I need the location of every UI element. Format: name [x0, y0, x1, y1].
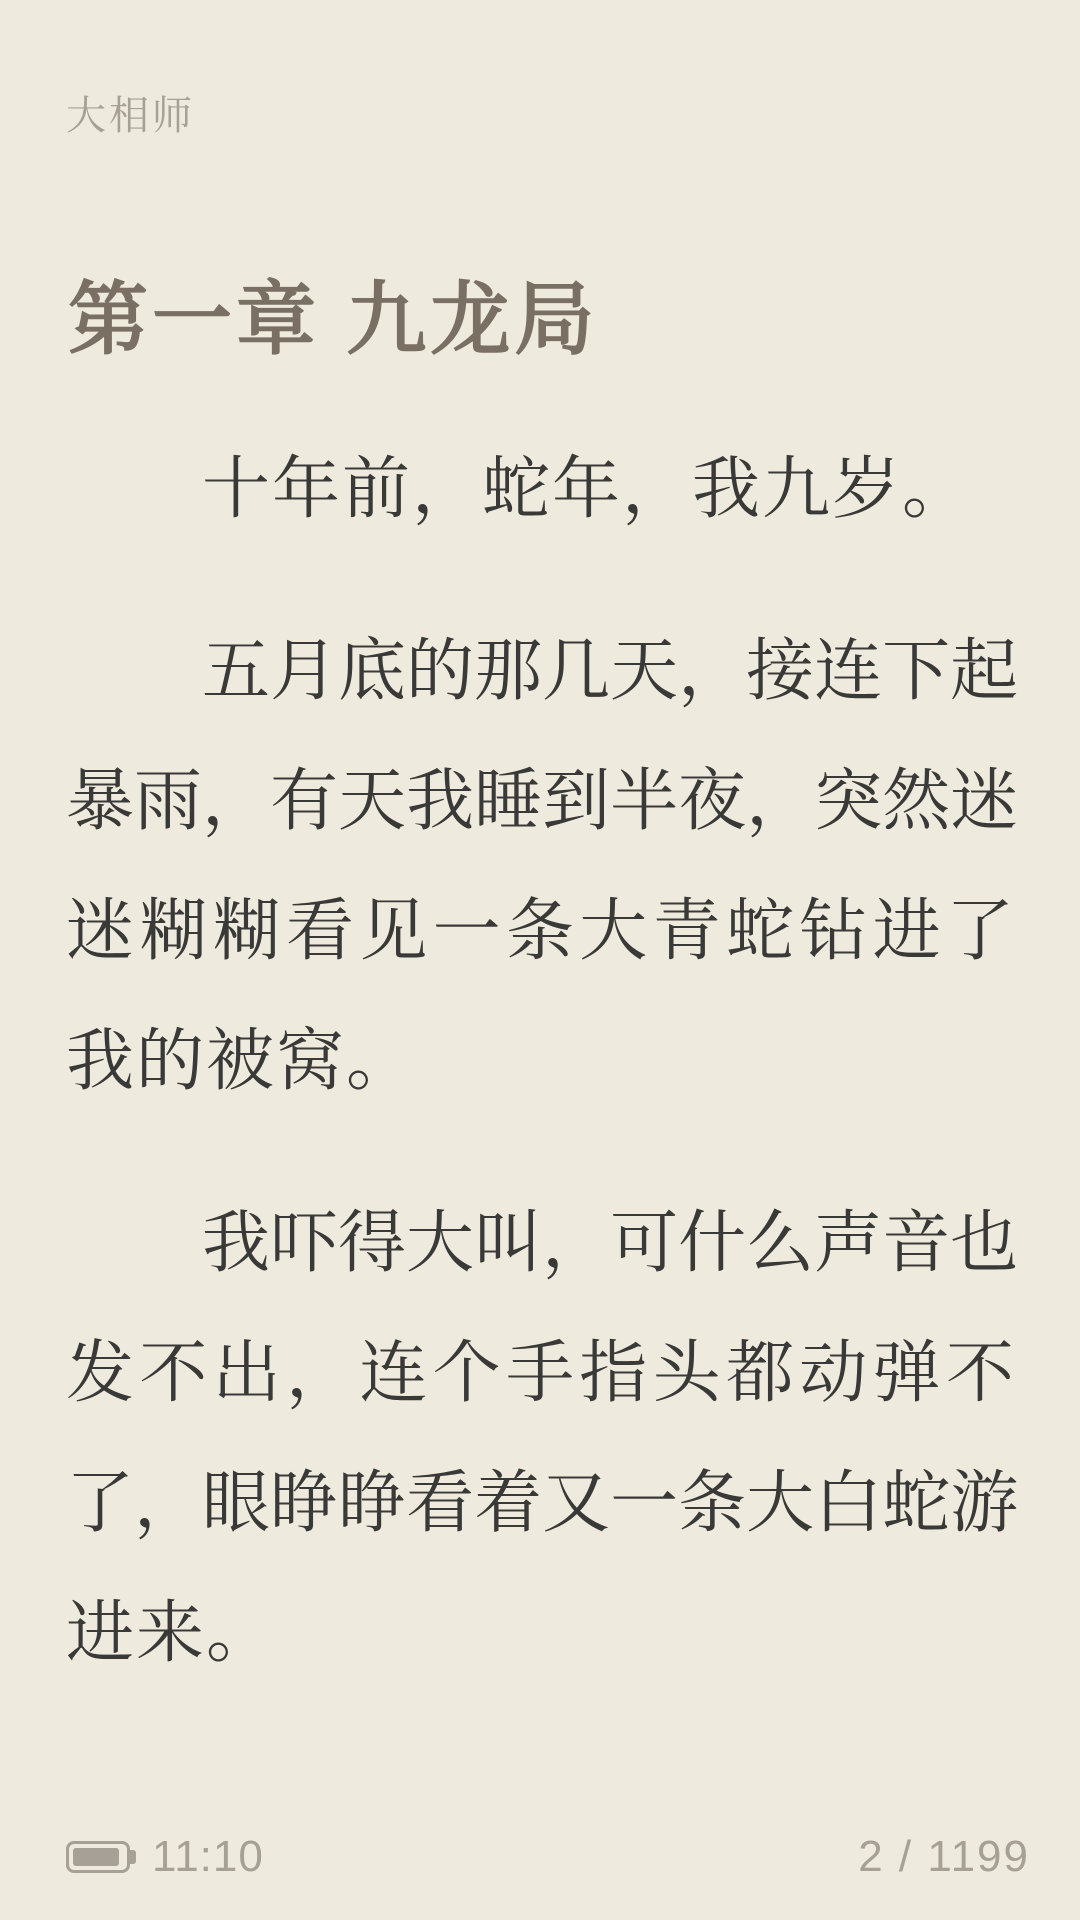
text-line: 迷 糊 糊 看 见 一 条 大 青 蛇 钻 进 了 [66, 893, 1014, 969]
battery-fill [73, 1848, 119, 1866]
paragraph [66, 1178, 1019, 1698]
paragraph [66, 606, 1019, 1126]
text-line: 十年前，蛇年，我九岁。 [202, 451, 973, 527]
clock-time: 11:10 [152, 1832, 264, 1881]
paragraph [66, 424, 1014, 554]
text-line: 五 月 底 的 那 几 天 ， 接 连 下 起 [202, 633, 1019, 709]
text-line: 暴 雨 ， 有 天 我 睡 到 半 夜 ， 突 然 迷 [66, 763, 1019, 839]
text-line: 我的被窝。 [66, 1023, 417, 1099]
page-indicator: 2 / 1199 [858, 1832, 1030, 1881]
battery-nub [130, 1850, 136, 1864]
chapter-body [66, 424, 1019, 1750]
status-left [66, 1822, 264, 1892]
text-line: 进来。 [66, 1595, 277, 1671]
text-line: 发 不 出 ， 连 个 手 指 头 都 动 弹 不 [66, 1335, 1014, 1411]
text-line: 了 ， 眼 睁 睁 看 着 又 一 条 大 白 蛇 游 [66, 1465, 1019, 1541]
book-title: 大相师 [66, 94, 195, 138]
chapter-title: 第一章 九龙局 [68, 275, 599, 364]
reader-status-bar [0, 1822, 1080, 1892]
text-line: 我 吓 得 大 叫 ， 可 什 么 声 音 也 [202, 1205, 1019, 1281]
battery-icon [66, 1841, 130, 1873]
